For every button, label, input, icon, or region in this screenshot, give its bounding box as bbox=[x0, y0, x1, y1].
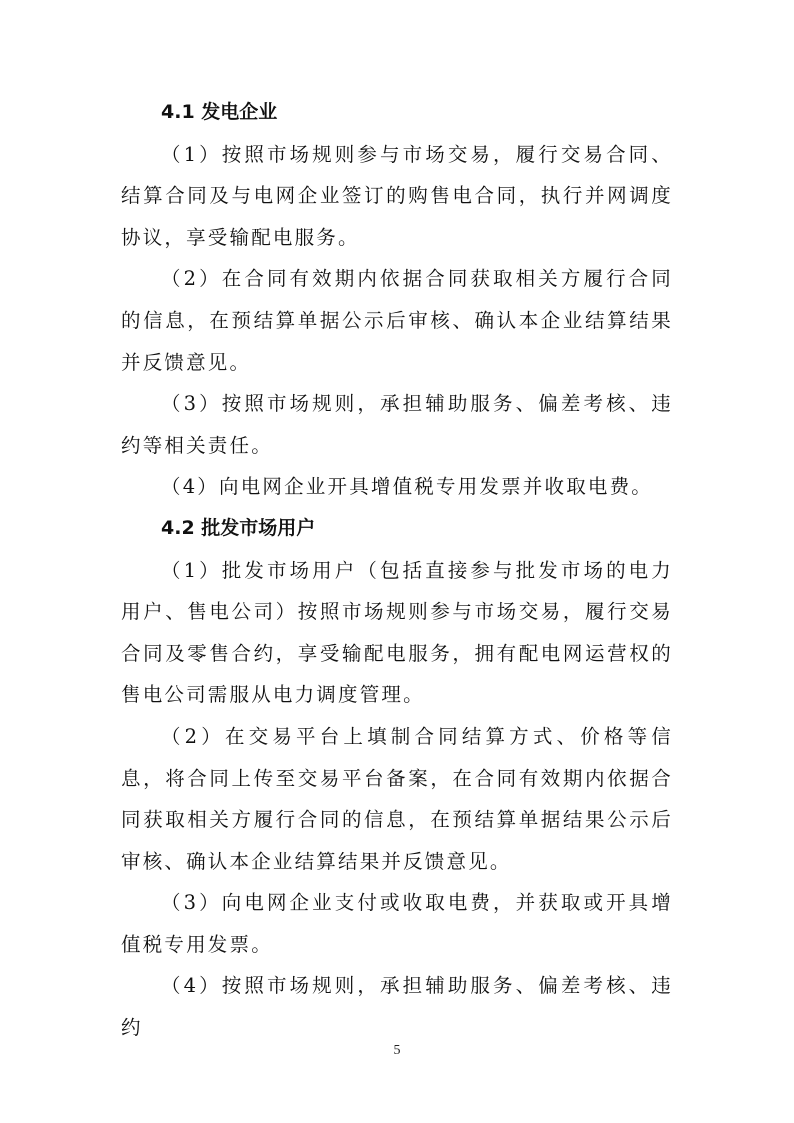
section-heading-4-2: 4.2 批发市场用户 bbox=[161, 516, 316, 539]
section-heading-4-1: 4.1 发电企业 bbox=[161, 101, 278, 123]
paragraph-4-2-4: （4）按照市场规则，承担辅助服务、偏差考核、违约 bbox=[121, 974, 673, 1040]
paragraph-4-2-2: （2）在交易平台上填制合同结算方式、价格等信息，将合同上传至交易平台备案，在合同有效期内依据合同获取相关方履行合同的信息，在预结算单据结果公示后审核、确认本企业结算结果并反馈意见。 bbox=[121, 724, 673, 873]
page-number: 5 bbox=[393, 1043, 401, 1058]
paragraph-4-1-4: （4）向电网企业开具增值税专用发票并收取电费。 bbox=[161, 475, 654, 499]
paragraph-4-2-3: （3）向电网企业支付或收取电费，并获取或开具增值税专用发票。 bbox=[121, 891, 673, 956]
page-content bbox=[121, 92, 673, 1049]
paragraph-4-2-1: （1）批发市场用户（包括直接参与批发市场的电力用户、售电公司）按照市场规则参与市场交易，履行交易合同及零售合约，享受输配电服务，拥有配电网运营权的售电公司需服从电力调度管理。 bbox=[121, 558, 673, 707]
paragraph-4-1-1: （1）按照市场规则参与市场交易，履行交易合同、结算合同及与电网企业签订的购售电合同，执行并网调度协议，享受输配电服务。 bbox=[121, 142, 673, 249]
paragraph-4-1-2: （2）在合同有效期内依据合同获取相关方履行合同的信息，在预结算单据公示后审核、确认本企业结算结果并反馈意见。 bbox=[121, 267, 673, 374]
paragraph-4-1-3: （3）按照市场规则，承担辅助服务、偏差考核、违约等相关责任。 bbox=[121, 392, 673, 457]
